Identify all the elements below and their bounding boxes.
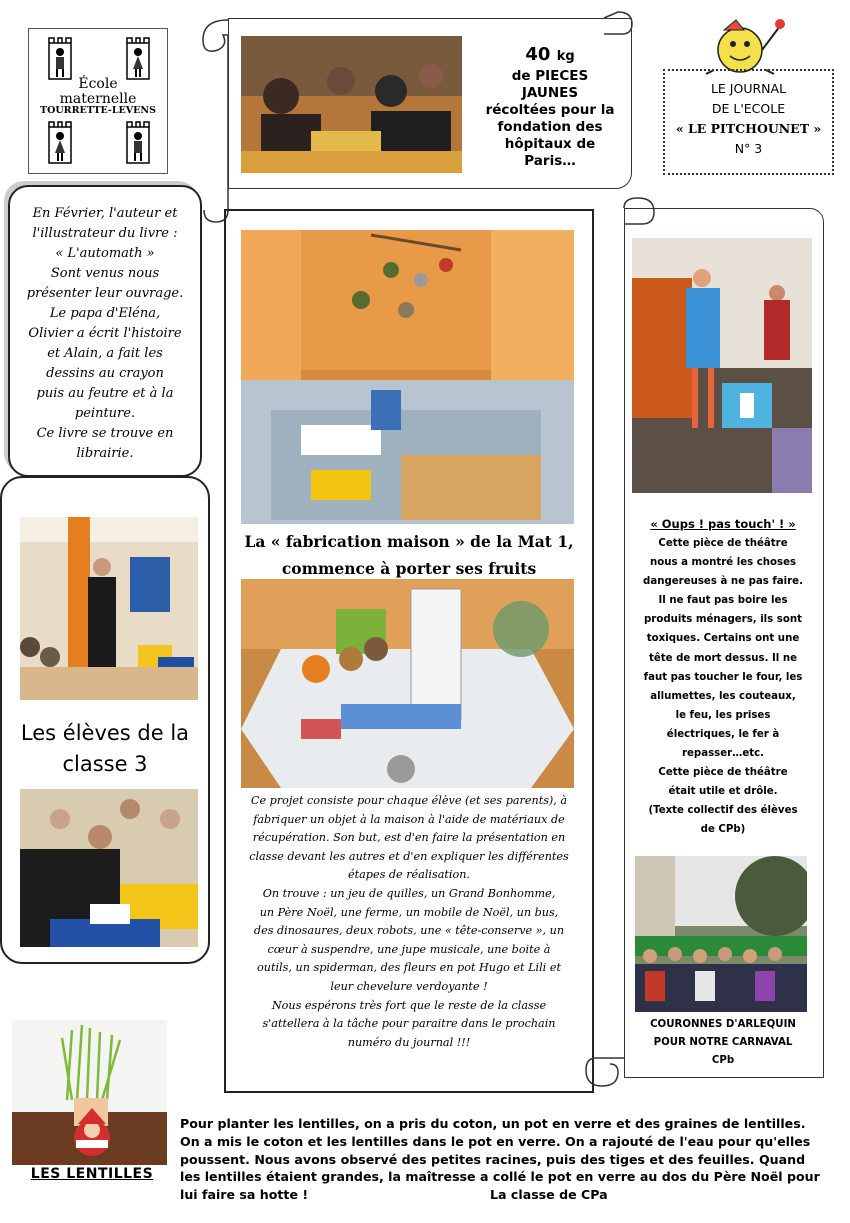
coins-amount: 40 <box>525 44 551 65</box>
text-line: puis au feutre et à la <box>36 386 174 401</box>
journal-title-box <box>663 69 834 175</box>
text-line: peinture. <box>74 406 136 421</box>
coins-caption <box>478 44 622 170</box>
text-line: repasser…etc. <box>681 748 765 760</box>
girl-tower-icon <box>47 121 73 165</box>
theatre-title: « Oups ! pas touch' ! » <box>650 517 796 531</box>
text-line: librairie. <box>76 446 134 461</box>
text-line: leur chevelure verdoyante ! <box>330 979 488 993</box>
text-line: récupération. Son but, est d'en faire la présentation en <box>252 831 566 845</box>
heading-line: Les élèves de la <box>20 721 190 745</box>
logo-line-2: maternelle <box>59 90 137 107</box>
coins-line: fondation des <box>497 119 603 135</box>
lentils-photo <box>12 1020 167 1165</box>
coins-unit: kg <box>556 49 575 64</box>
caption-line: COURONNES D'ARLEQUIN <box>650 1019 796 1030</box>
text-line: Ce livre se trouve en <box>36 426 174 441</box>
text-line: s'attellera à la tâche pour paraitre dans le prochain <box>262 1017 556 1031</box>
text-line: présenter leur ouvrage. <box>26 286 184 301</box>
journal-line: DE L'ECOLE <box>711 101 786 116</box>
text-line: allumettes, les couteaux, <box>650 690 796 702</box>
journal-line: LE JOURNAL <box>710 81 787 96</box>
text-line: était utile et drôle. <box>668 786 778 798</box>
text-line: On a mis le coton et les lentilles dans le pot en verre. On a rajouté de l'eau pour qu'elles <box>180 1133 811 1149</box>
text-line: « L'automath » <box>55 246 155 261</box>
girl-tower-icon <box>125 37 151 81</box>
mobile-projects-photo <box>241 230 574 524</box>
text-line: On trouve : un jeu de quilles, un Grand Bonhomme, <box>262 886 556 900</box>
text-line: Cette pièce de théâtre <box>658 538 788 549</box>
text-line: poussent. Nous avons observé des petites racines, puis des tiges et des feuilles. Quand <box>180 1151 806 1167</box>
carnival-photo <box>635 856 807 1012</box>
text-line: classe devant les autres et d'en expliquer les différentes <box>249 849 569 863</box>
lentils-signature: La classe de CPa <box>490 1187 608 1202</box>
caption-line: CPb <box>711 1055 735 1066</box>
text-line: faut pas toucher le four, les <box>643 671 803 683</box>
text-line: les lentilles étaient grandes, la maîtresse a collé le pot en verre au dos du Père Noël pour <box>180 1169 820 1185</box>
text-line: un Père Noël, une ferme, un mobile de Noël, un bus, <box>259 905 559 919</box>
author-visit-text <box>14 204 196 464</box>
text-line: Cette pièce de théâtre <box>658 767 788 779</box>
text-line: Nous espérons très fort que le reste de la classe <box>271 998 547 1012</box>
text-line: Il ne faut pas boire les <box>658 595 788 607</box>
journal-name: « LE PITCHOUNET » <box>675 121 822 136</box>
text-line: étapes de réalisation. <box>348 868 470 882</box>
fabrication-heading <box>236 528 582 582</box>
text-line: tête de mort dessus. Il ne <box>649 652 797 664</box>
author-visit-photo <box>20 517 198 700</box>
coins-line: JAUNES <box>521 85 579 101</box>
text-line: (Texte collectif des élèves <box>648 805 798 817</box>
text-line: dessins au crayon <box>46 366 164 381</box>
logo-line-3: TOURRETTE-LEVENS <box>40 105 156 117</box>
drawing-photo <box>20 789 198 947</box>
text-line: des dinosaures, deux robots, une « tête-conserve », un <box>253 924 565 938</box>
text-line: nous a montré les choses <box>649 557 797 569</box>
school-logo <box>28 28 168 174</box>
coins-line: Paris… <box>524 153 576 169</box>
text-line: dangereuses à ne pas faire. <box>643 576 803 588</box>
class3-heading <box>10 718 200 780</box>
heading-line: classe 3 <box>62 752 148 776</box>
text-line: Le papa d'Eléna, <box>49 306 161 321</box>
text-line: l'illustrateur du livre : <box>32 226 178 241</box>
carnival-caption <box>628 1016 818 1070</box>
text-line: Sont venus nous <box>50 266 160 281</box>
project-description <box>238 792 580 1052</box>
text-line: lui faire sa hotte ! <box>180 1187 309 1203</box>
text-line: Ce projet consiste pour chaque élève (et ses parents), à <box>250 794 568 807</box>
text-line: de CPb) <box>700 824 746 836</box>
heading-line: La « fabrication maison » de la Mat 1, <box>244 532 574 551</box>
coins-photo <box>241 36 462 173</box>
coins-line: hôpitaux de <box>504 136 596 152</box>
robots-projects-photo <box>241 579 574 788</box>
text-line: le feu, les prises <box>675 709 771 721</box>
coins-line: récoltées pour la <box>485 102 615 118</box>
coins-line: de PIECES <box>511 68 589 84</box>
text-line: cœur à suspendre, une jupe musicale, une boite à <box>267 942 551 956</box>
text-line: et Alain, a fait les <box>47 346 163 361</box>
heading-line: commence à porter ses fruits <box>281 559 537 578</box>
mascot-drum-icon <box>700 14 790 76</box>
boy-tower-icon <box>47 37 73 81</box>
text-line: toxiques. Certains ont une <box>646 633 800 645</box>
text-line: numéro du journal !!! <box>347 1035 471 1049</box>
caption-line: POUR NOTRE CARNAVAL <box>653 1037 793 1048</box>
theatre-text <box>628 534 818 840</box>
text-line: électriques, le fer à <box>666 728 780 740</box>
theatre-photo <box>632 238 812 493</box>
text-line: En Février, l'auteur et <box>32 206 178 221</box>
text-line: produits ménagers, ils sont <box>644 614 802 626</box>
text-line: outils, un spiderman, des fleurs en pot Hugo et Lili et <box>257 961 561 975</box>
journal-issue: N° 3 <box>734 141 763 156</box>
text-line: Olivier a écrit l'histoire <box>28 326 182 341</box>
text-line: Pour planter les lentilles, on a pris du coton, un pot en verre et des graines de lentilles. <box>180 1116 806 1131</box>
text-line: fabriquer un objet à la maison à l'aide de matériaux de <box>253 812 565 826</box>
logo-line-1: École <box>78 76 118 92</box>
boy-tower-icon <box>125 121 151 165</box>
lentils-label: LES LENTILLES <box>30 1166 154 1182</box>
